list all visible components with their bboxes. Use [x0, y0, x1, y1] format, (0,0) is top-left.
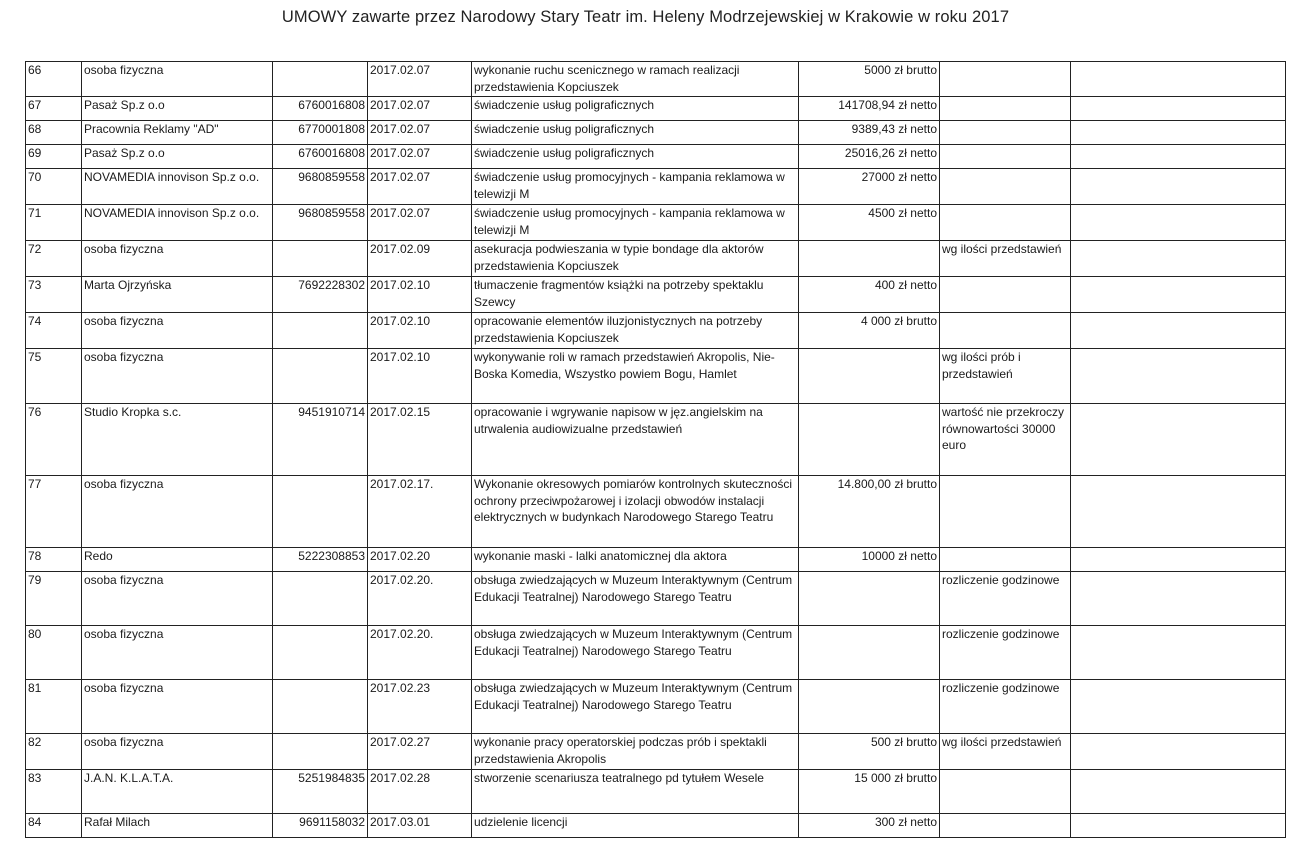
- cell-note: wg ilości przedstawień: [940, 734, 1071, 770]
- cell-nip: 9691158032: [273, 814, 368, 838]
- cell-value: 4500 zł netto: [799, 205, 940, 241]
- cell-date: 2017.02.10: [368, 277, 472, 313]
- cell-contractor: osoba fizyczna: [82, 476, 273, 548]
- cell-lp: 73: [26, 277, 82, 313]
- cell-date: 2017.02.10: [368, 313, 472, 349]
- cell-date: 2017.02.27: [368, 734, 472, 770]
- cell-nip: 5222308853: [273, 548, 368, 572]
- cell-subject: świadczenie usług poligraficznych: [472, 97, 799, 121]
- cell-lp: 70: [26, 169, 82, 205]
- cell-note: [940, 62, 1071, 97]
- cell-subject: wykonanie pracy operatorskiej podczas prób i spektakli przedstawienia Akropolis: [472, 734, 799, 770]
- cell-extra: [1071, 97, 1286, 121]
- cell-subject: wykonanie ruchu scenicznego w ramach realizacji przedstawienia Kopciuszek: [472, 62, 799, 97]
- cell-nip: 9451910714: [273, 404, 368, 476]
- cell-value: 27000 zł netto: [799, 169, 940, 205]
- cell-note: wg ilości prób i przedstawień: [940, 349, 1071, 404]
- cell-value: 9389,43 zł netto: [799, 121, 940, 145]
- table-row: [26, 313, 1286, 349]
- cell-date: 2017.02.07: [368, 62, 472, 97]
- cell-lp: 68: [26, 121, 82, 145]
- cell-extra: [1071, 572, 1286, 626]
- cell-extra: [1071, 205, 1286, 241]
- cell-contractor: NOVAMEDIA innovison Sp.z o.o.: [82, 169, 273, 205]
- table-row: [26, 62, 1286, 97]
- cell-date: 2017.02.20: [368, 548, 472, 572]
- cell-subject: tłumaczenie fragmentów książki na potrzeby spektaklu Szewcy: [472, 277, 799, 313]
- cell-contractor: osoba fizyczna: [82, 313, 273, 349]
- cell-nip: [273, 349, 368, 404]
- cell-nip: 5251984835: [273, 770, 368, 814]
- cell-value: [799, 404, 940, 476]
- cell-note: [940, 97, 1071, 121]
- cell-date: 2017.02.07: [368, 97, 472, 121]
- cell-nip: [273, 313, 368, 349]
- cell-note: [940, 169, 1071, 205]
- cell-note: [940, 205, 1071, 241]
- table-row: [26, 476, 1286, 548]
- cell-lp: 82: [26, 734, 82, 770]
- cell-subject: świadczenie usług promocyjnych - kampania reklamowa w telewizji M: [472, 205, 799, 241]
- cell-nip: 6760016808: [273, 145, 368, 169]
- cell-subject: udzielenie licencji: [472, 814, 799, 838]
- cell-contractor: Rafał Milach: [82, 814, 273, 838]
- cell-subject: opracowanie i wgrywanie napisow w jęz.angielskim na utrwalenia audiowizualne przedstawień: [472, 404, 799, 476]
- cell-extra: [1071, 814, 1286, 838]
- cell-contractor: osoba fizyczna: [82, 680, 273, 734]
- cell-note: [940, 313, 1071, 349]
- cell-value: 10000 zł netto: [799, 548, 940, 572]
- cell-nip: 6770001808: [273, 121, 368, 145]
- table-row: [26, 121, 1286, 145]
- cell-extra: [1071, 680, 1286, 734]
- cell-extra: [1071, 62, 1286, 97]
- cell-contractor: Pasaż Sp.z o.o: [82, 145, 273, 169]
- cell-nip: [273, 734, 368, 770]
- cell-nip: 6760016808: [273, 97, 368, 121]
- cell-extra: [1071, 626, 1286, 680]
- cell-subject: wykonanie maski - lalki anatomicznej dla aktora: [472, 548, 799, 572]
- cell-value: 5000 zł brutto: [799, 62, 940, 97]
- table-row: [26, 572, 1286, 626]
- cell-extra: [1071, 404, 1286, 476]
- cell-value: 400 zł netto: [799, 277, 940, 313]
- cell-note: [940, 770, 1071, 814]
- cell-lp: 81: [26, 680, 82, 734]
- cell-note: wg ilości przedstawień: [940, 241, 1071, 277]
- cell-subject: opracowanie elementów iluzjonistycznych na potrzeby przedstawienia Kopciuszek: [472, 313, 799, 349]
- cell-date: 2017.02.20.: [368, 626, 472, 680]
- cell-lp: 77: [26, 476, 82, 548]
- cell-nip: [273, 62, 368, 97]
- table-row: [26, 734, 1286, 770]
- cell-date: 2017.02.07: [368, 145, 472, 169]
- cell-contractor: Pasaż Sp.z o.o: [82, 97, 273, 121]
- cell-extra: [1071, 734, 1286, 770]
- cell-date: 2017.03.01: [368, 814, 472, 838]
- cell-note: rozliczenie godzinowe: [940, 680, 1071, 734]
- cell-value: 4 000 zł brutto: [799, 313, 940, 349]
- table-row: [26, 814, 1286, 838]
- cell-contractor: osoba fizyczna: [82, 241, 273, 277]
- cell-extra: [1071, 476, 1286, 548]
- table-row: [26, 241, 1286, 277]
- cell-note: [940, 277, 1071, 313]
- cell-date: 2017.02.23: [368, 680, 472, 734]
- table-row: [26, 770, 1286, 814]
- cell-subject: obsługa zwiedzających w Muzeum Interaktywnym (Centrum Edukacji Teatralnej) Narodowego Starego Teatru: [472, 626, 799, 680]
- cell-value: [799, 241, 940, 277]
- cell-lp: 66: [26, 62, 82, 97]
- cell-value: 141708,94 zł netto: [799, 97, 940, 121]
- cell-contractor: Pracownia Reklamy "AD": [82, 121, 273, 145]
- table-row: [26, 205, 1286, 241]
- cell-note: [940, 476, 1071, 548]
- cell-nip: 9680859558: [273, 169, 368, 205]
- cell-nip: [273, 572, 368, 626]
- contracts-table: [25, 61, 1286, 838]
- cell-date: 2017.02.07: [368, 169, 472, 205]
- cell-note: [940, 814, 1071, 838]
- cell-value: 300 zł netto: [799, 814, 940, 838]
- cell-subject: obsługa zwiedzających w Muzeum Interaktywnym (Centrum Edukacji Teatralnej) Narodowego Starego Teatru: [472, 572, 799, 626]
- cell-lp: 69: [26, 145, 82, 169]
- cell-extra: [1071, 145, 1286, 169]
- cell-lp: 74: [26, 313, 82, 349]
- table-row: [26, 626, 1286, 680]
- cell-contractor: osoba fizyczna: [82, 349, 273, 404]
- cell-extra: [1071, 121, 1286, 145]
- cell-extra: [1071, 169, 1286, 205]
- cell-extra: [1071, 313, 1286, 349]
- cell-nip: [273, 626, 368, 680]
- cell-value: 25016,26 zł netto: [799, 145, 940, 169]
- cell-contractor: Studio Kropka s.c.: [82, 404, 273, 476]
- cell-note: [940, 121, 1071, 145]
- cell-contractor: osoba fizyczna: [82, 626, 273, 680]
- cell-contractor: Marta Ojrzyńska: [82, 277, 273, 313]
- cell-lp: 78: [26, 548, 82, 572]
- cell-subject: świadczenie usług poligraficznych: [472, 121, 799, 145]
- cell-date: 2017.02.07: [368, 205, 472, 241]
- cell-lp: 83: [26, 770, 82, 814]
- cell-subject: asekuracja podwieszania w typie bondage dla aktorów przedstawienia Kopciuszek: [472, 241, 799, 277]
- cell-value: 14.800,00 zł brutto: [799, 476, 940, 548]
- table-row: [26, 349, 1286, 404]
- cell-extra: [1071, 241, 1286, 277]
- cell-subject: Wykonanie okresowych pomiarów kontrolnych skuteczności ochrony przeciwpożarowej i izolacji obwodów instalacji elektrycznych w budynkach Narodowego Starego Teatru: [472, 476, 799, 548]
- cell-value: [799, 349, 940, 404]
- cell-lp: 67: [26, 97, 82, 121]
- cell-lp: 72: [26, 241, 82, 277]
- cell-subject: stworzenie scenariusza teatralnego pd tytułem Wesele: [472, 770, 799, 814]
- cell-date: 2017.02.10: [368, 349, 472, 404]
- table-row: [26, 680, 1286, 734]
- document-title: UMOWY zawarte przez Narodowy Stary Teatr im. Heleny Modrzejewskiej w Krakowie w roku 2017: [281, 8, 1010, 26]
- cell-extra: [1071, 770, 1286, 814]
- cell-value: [799, 572, 940, 626]
- cell-note: wartość nie przekroczy równowartości 30000 euro: [940, 404, 1071, 476]
- cell-nip: [273, 476, 368, 548]
- cell-contractor: osoba fizyczna: [82, 734, 273, 770]
- cell-lp: 76: [26, 404, 82, 476]
- cell-subject: obsługa zwiedzających w Muzeum Interaktywnym (Centrum Edukacji Teatralnej) Narodowego Starego Teatru: [472, 680, 799, 734]
- cell-date: 2017.02.20.: [368, 572, 472, 626]
- cell-value: 15 000 zł brutto: [799, 770, 940, 814]
- cell-nip: 7692228302: [273, 277, 368, 313]
- cell-contractor: osoba fizyczna: [82, 572, 273, 626]
- cell-date: 2017.02.15: [368, 404, 472, 476]
- cell-subject: wykonywanie roli w ramach przedstawień Akropolis, Nie-Boska Komedia, Wszystko powiem Bogu, Hamlet: [472, 349, 799, 404]
- cell-date: 2017.02.07: [368, 121, 472, 145]
- cell-date: 2017.02.09: [368, 241, 472, 277]
- cell-value: 500 zł brutto: [799, 734, 940, 770]
- cell-lp: 75: [26, 349, 82, 404]
- cell-contractor: osoba fizyczna: [82, 62, 273, 97]
- cell-lp: 71: [26, 205, 82, 241]
- cell-lp: 80: [26, 626, 82, 680]
- cell-lp: 79: [26, 572, 82, 626]
- cell-date: 2017.02.28: [368, 770, 472, 814]
- cell-extra: [1071, 349, 1286, 404]
- cell-value: [799, 626, 940, 680]
- table-row: [26, 548, 1286, 572]
- cell-note: [940, 548, 1071, 572]
- cell-extra: [1071, 548, 1286, 572]
- cell-nip: [273, 241, 368, 277]
- cell-date: 2017.02.17.: [368, 476, 472, 548]
- cell-subject: świadczenie usług poligraficznych: [472, 145, 799, 169]
- table-row: [26, 145, 1286, 169]
- cell-value: [799, 680, 940, 734]
- cell-note: rozliczenie godzinowe: [940, 572, 1071, 626]
- table-row: [26, 97, 1286, 121]
- table-row: [26, 404, 1286, 476]
- cell-nip: 9680859558: [273, 205, 368, 241]
- cell-contractor: Redo: [82, 548, 273, 572]
- cell-extra: [1071, 277, 1286, 313]
- cell-contractor: NOVAMEDIA innovison Sp.z o.o.: [82, 205, 273, 241]
- cell-note: rozliczenie godzinowe: [940, 626, 1071, 680]
- cell-subject: świadczenie usług promocyjnych - kampania reklamowa w telewizji M: [472, 169, 799, 205]
- cell-lp: 84: [26, 814, 82, 838]
- cell-nip: [273, 680, 368, 734]
- table-row: [26, 169, 1286, 205]
- cell-contractor: J.A.N. K.L.A.T.A.: [82, 770, 273, 814]
- table-row: [26, 277, 1286, 313]
- cell-note: [940, 145, 1071, 169]
